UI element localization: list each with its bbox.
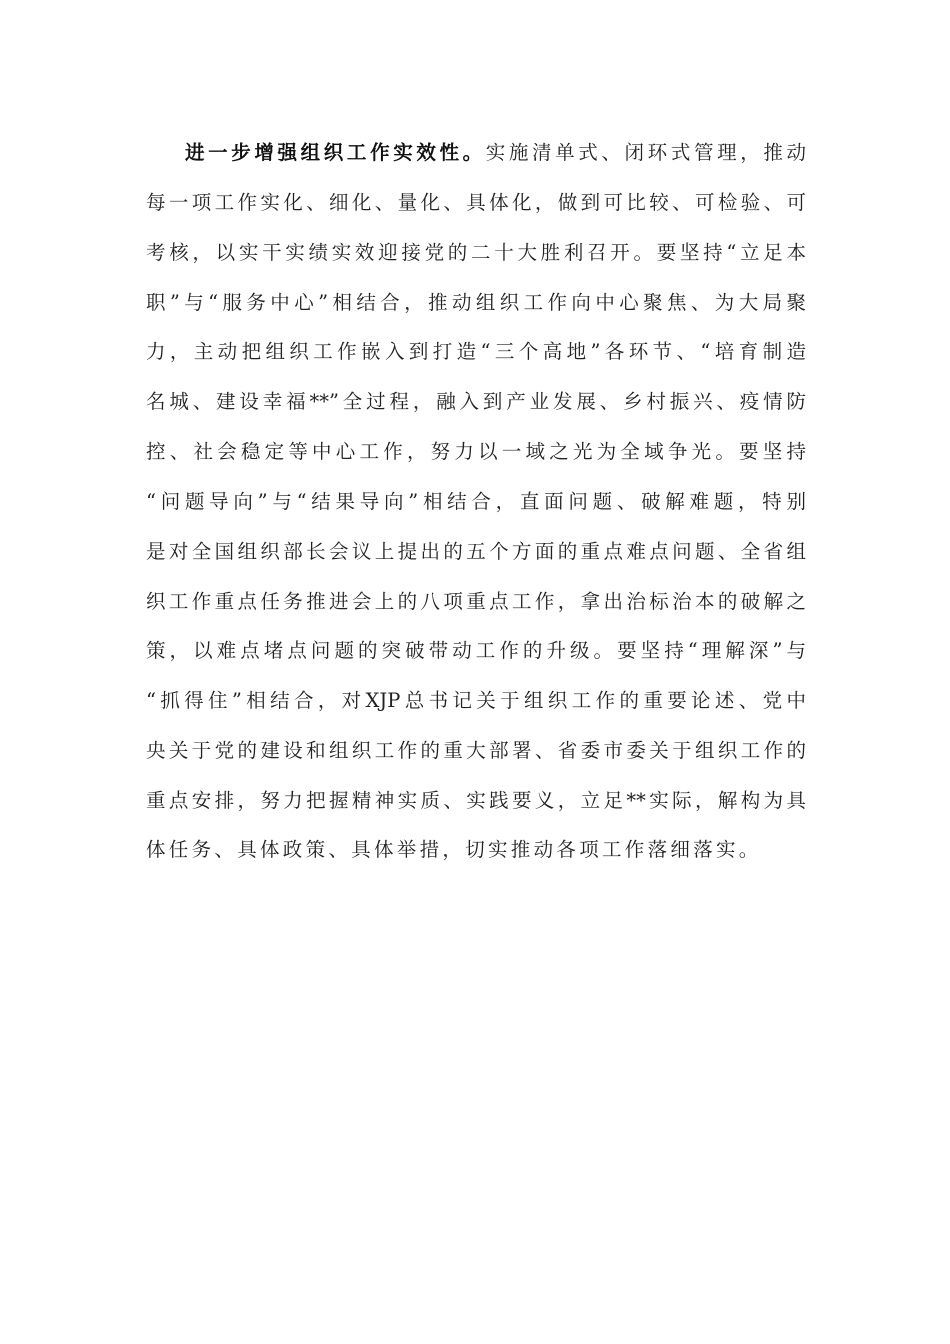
paragraph-line-11: 策，以难点堵点问题的突破带动工作的升级。要坚持“理解深”与 — [146, 639, 806, 662]
paragraph-heading: 进一步增强组织工作实效性。 — [185, 141, 486, 164]
paragraph-line-9: 是对全国组织部长会议上提出的五个方面的重点难点问题、全省组 — [146, 540, 806, 563]
paragraph-line-1 — [185, 133, 806, 173]
paragraph-line-8: “问题导向”与“结果导向”相结合，直面问题、破解难题，特别 — [146, 490, 806, 513]
paragraph-line-6: 名城、建设幸福**”全过程，融入到产业发展、乡村振兴、疫情防 — [146, 390, 806, 413]
paragraph-line-13: 央关于党的建设和组织工作的重大部署、省委市委关于组织工作的 — [146, 739, 806, 762]
paragraph-line-3: 考核，以实干实绩实效迎接党的二十大胜利召开。要坚持“立足本 — [146, 241, 806, 264]
paragraph-line-7: 控、社会稳定等中心工作，努力以一域之光为全域争光。要坚持 — [146, 440, 806, 463]
paragraph-line-10: 织工作重点任务推进会上的八项重点工作，拿出治标治本的破解之 — [146, 590, 806, 613]
paragraph-line-14: 重点安排，努力把握精神实质、实践要义，立足**实际，解构为具 — [146, 789, 806, 812]
paragraph-line-15: 体任务、具体政策、具体举措，切实推动各项工作落细落实。 — [146, 838, 762, 861]
paragraph-line-5: 力，主动把组织工作嵌入到打造“三个高地”各环节、“培育制造 — [146, 340, 806, 363]
paragraph-line-12: “抓得住”相结合，对XJP总书记关于组织工作的重要论述、党中 — [146, 689, 806, 712]
paragraph-text: 实施清单式、闭环式管理，推动 — [485, 141, 806, 164]
paragraph-line-4: 职”与“服务中心”相结合，推动组织工作向中心聚焦、为大局聚 — [146, 291, 806, 314]
paragraph-line-2: 每一项工作实化、细化、量化、具体化，做到可比较、可检验、可 — [146, 191, 806, 214]
